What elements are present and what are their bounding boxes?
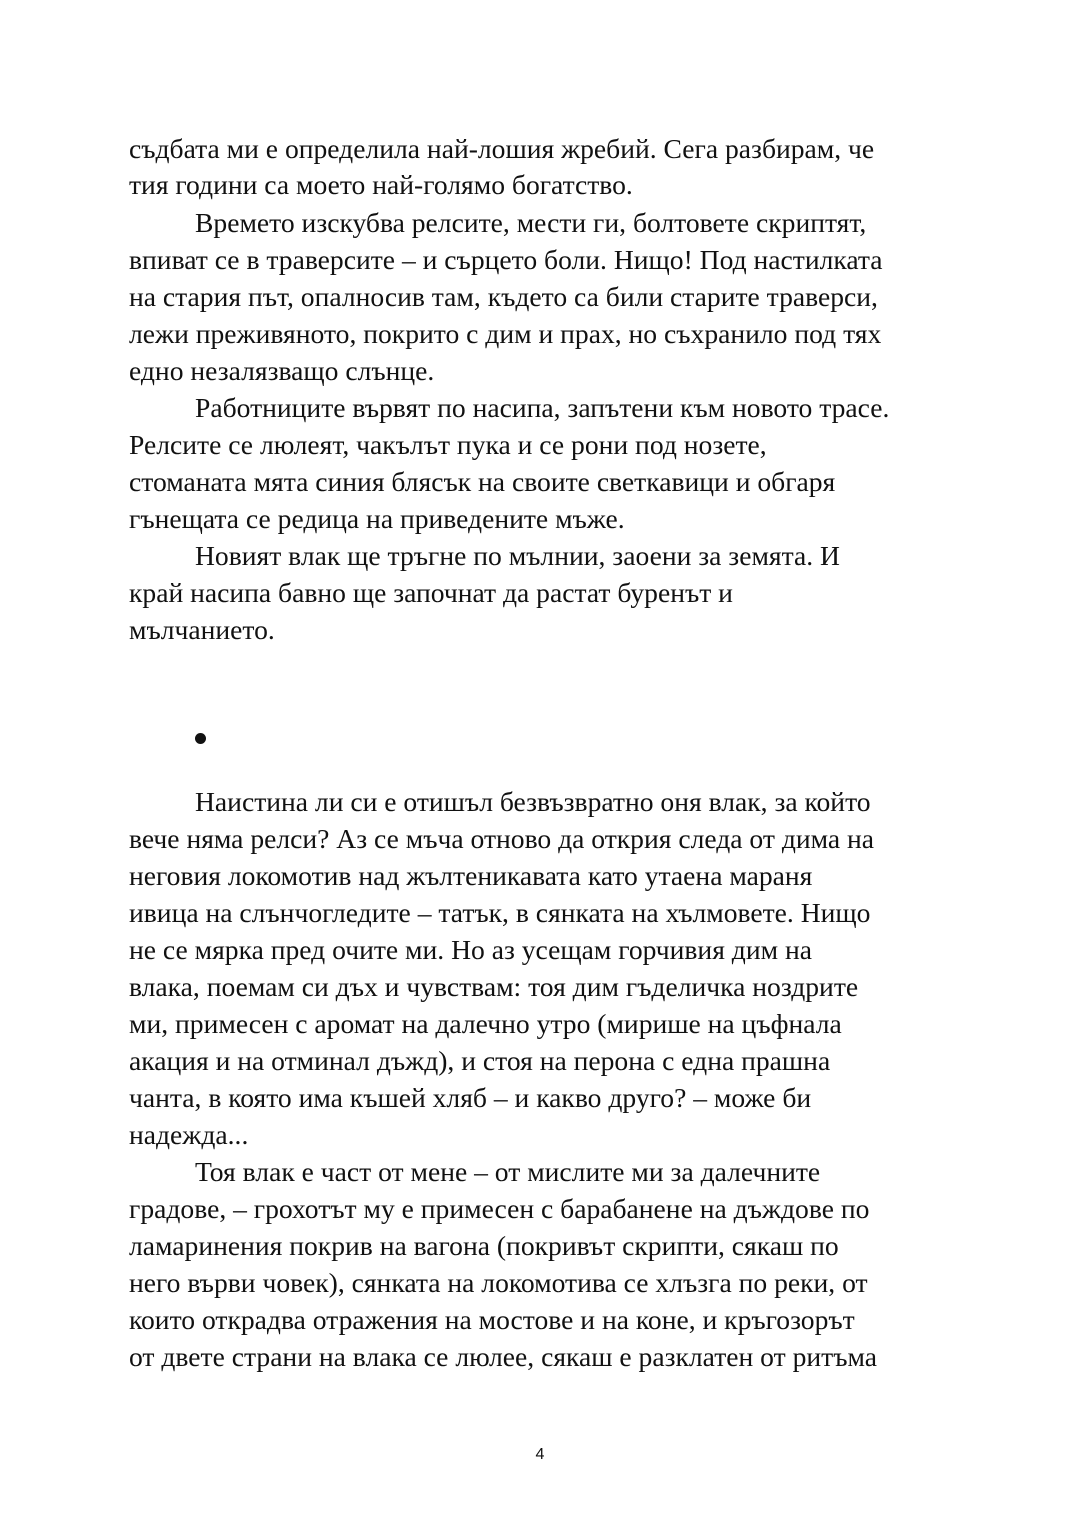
- text-line: на стария път, опалносив там, където са били старите траверси,: [129, 281, 878, 312]
- text-line: гънещата се редица на приведените мъже.: [129, 503, 625, 534]
- paragraph-start-line: Новият влак ще тръгне по мълнии, заоени за земята. И: [195, 540, 840, 571]
- text-line: не се мярка пред очите ми. Но аз усещам горчивия дим на: [129, 934, 812, 965]
- section-separator-bullet: [195, 733, 206, 744]
- text-line: ми, примесен с аромат на далечно утро (мирише на цъфнала: [129, 1008, 842, 1039]
- text-line: тия години са моето най-голямо богатство.: [129, 169, 633, 200]
- text-line: лежи преживяното, покрито с дим и прах, но съхранило под тях: [129, 318, 882, 349]
- text-line: едно незалязващо слънце.: [129, 355, 435, 386]
- text-line: съдбата ми е определила най-лошия жребий. Сега разбирам, че: [129, 133, 875, 164]
- text-line: край насипа бавно ще започнат да растат буренът и: [129, 577, 733, 608]
- page-number: 4: [535, 1446, 545, 1463]
- text-line: неговия локомотив над жълтеникавата като утаена мараня: [129, 860, 813, 891]
- text-line: Релсите се люлеят, чакълът пука и се рони под нозете,: [129, 429, 767, 460]
- paragraph-start-line: Тоя влак е част от мене – от мислите ми за далечните: [195, 1156, 821, 1187]
- text-line: надежда...: [129, 1119, 249, 1150]
- text-line: чанта, в която има къшей хляб – и какво друго? – може би: [129, 1082, 812, 1113]
- text-line: впиват се в траверсите – и сърцето боли. Нищо! Под настилката: [129, 244, 883, 275]
- text-line: вече няма релси? Аз се мъча отново да открия следа от дима на: [129, 823, 875, 854]
- text-line: влака, поемам си дъх и чувствам: тоя дим гъделичка ноздрите: [129, 971, 859, 1002]
- paragraph-start-line: Наистина ли си е отишъл безвъзвратно оня влак, за който: [195, 786, 871, 817]
- text-line: градове, – грохотът му е примесен с барабанене на дъждове по: [129, 1193, 870, 1224]
- text-line: от двете страни на влака се люлее, сякаш е разклатен от ритъма: [129, 1341, 877, 1372]
- text-line: ивица на слънчогледите – татък, в сянката на хълмовете. Нищо: [129, 897, 871, 928]
- text-line: мълчанието.: [129, 614, 275, 645]
- text-line: него върви човек), сянката на локомотива се хлъзга по реки, от: [129, 1267, 868, 1298]
- text-line: акация и на отминал дъжд), и стоя на перона с една прашна: [129, 1045, 831, 1076]
- paragraph-start-line: Работниците вървят по насипа, запътени към новото трасе.: [195, 392, 890, 423]
- text-line: които открадва отражения на мостове и на коне, и кръгозорът: [129, 1304, 855, 1335]
- text-line: стоманата мята синия блясък на своите светкавици и обгаря: [129, 466, 836, 497]
- paragraph-start-line: Времето изскубва релсите, мести ги, болтовете скриптят,: [195, 207, 867, 238]
- text-line: ламаринения покрив на вагона (покривът скрипти, сякаш по: [129, 1230, 839, 1261]
